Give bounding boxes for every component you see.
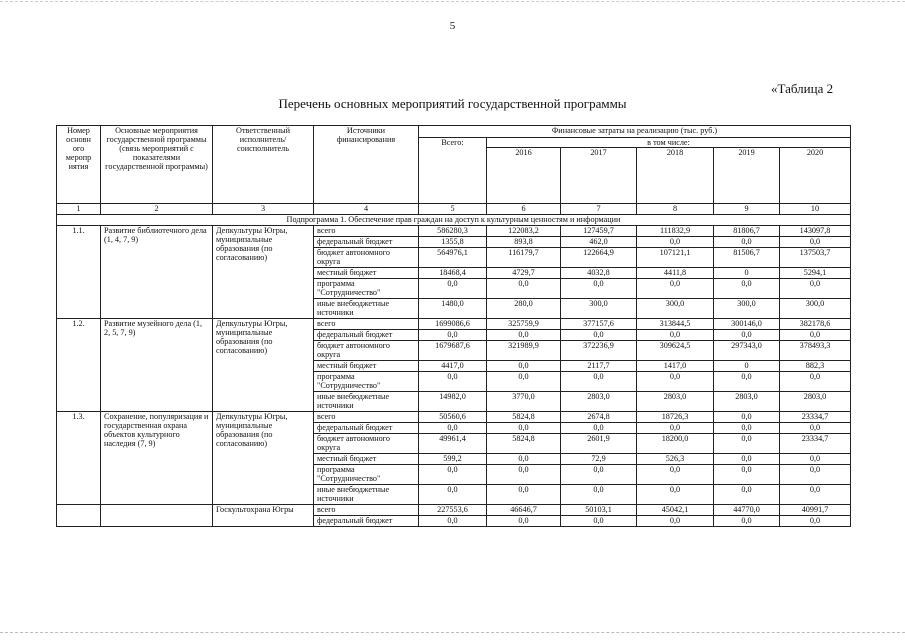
amount-year: 0,0 [487,361,561,372]
amount-year: 116179,7 [487,248,561,268]
amount-year: 0,0 [780,516,851,527]
amount-year: 2117,7 [561,361,637,372]
amount-year: 81506,7 [714,248,780,268]
amount-year: 44770,0 [714,505,780,516]
funding-source: бюджет автономного округа [314,434,419,454]
amount-year: 5824,8 [487,412,561,423]
amount-year: 72,9 [561,454,637,465]
table-label: «Таблица 2 [771,81,834,96]
amount-year: 0,0 [780,454,851,465]
amount-total: 0,0 [419,372,487,392]
amount-year: 0,0 [561,485,637,505]
header-year: 2016 [487,148,561,204]
amount-year: 1417,0 [637,361,714,372]
amount-total: 1679687,6 [419,341,487,361]
amount-year: 0,0 [487,372,561,392]
header-total: Всего: [419,138,487,204]
amount-year: 0,0 [714,423,780,434]
funding-source: программа "Сотрудничество" [314,279,419,299]
amount-year: 0,0 [714,465,780,485]
amount-year: 0,0 [780,372,851,392]
amount-year: 2803,0 [780,392,851,412]
amount-total: 227553,6 [419,505,487,516]
column-number: 9 [714,204,780,215]
funding-source: местный бюджет [314,361,419,372]
amount-total: 0,0 [419,465,487,485]
subprogram-title: Подпрограмма 1. Обеспечение прав граждан на доступ к культурным ценностям и информации [57,215,851,226]
amount-year: 5824,8 [487,434,561,454]
amount-year: 4729,7 [487,268,561,279]
amount-year: 81806,7 [714,226,780,237]
events-table [56,125,851,527]
amount-year: 297343,0 [714,341,780,361]
amount-year: 526,3 [637,454,714,465]
event-name: Развитие музейного дела (1, 2, 5, 7, 9) [101,319,213,412]
event-executor: Госкультохрана Югры [213,505,314,527]
amount-year: 2674,8 [561,412,637,423]
funding-source: бюджет автономного округа [314,341,419,361]
amount-year: 0,0 [561,465,637,485]
table-row [57,505,851,516]
funding-source: всего [314,319,419,330]
amount-year: 0,0 [637,372,714,392]
header-main-events: Основные мероприятия государственной программы (связь мероприятий с показателями государственной программы) [101,126,213,204]
amount-year: 107121,1 [637,248,714,268]
funding-source: всего [314,505,419,516]
amount-total: 0,0 [419,516,487,527]
amount-year: 5294,1 [780,268,851,279]
amount-year: 127459,7 [561,226,637,237]
event-number: 1.1. [57,226,101,319]
event-executor: Депкультуры Югры, муниципальные образования (по согласованию) [213,226,314,319]
header-year: 2018 [637,148,714,204]
amount-year: 111832,9 [637,226,714,237]
table-row [57,412,851,423]
header-including: в том числе: [487,138,851,148]
column-number: 5 [419,204,487,215]
amount-year: 0,0 [561,279,637,299]
column-number: 3 [213,204,314,215]
amount-year: 309624,5 [637,341,714,361]
amount-year: 0,0 [561,423,637,434]
column-number: 1 [57,204,101,215]
amount-year: 0,0 [487,330,561,341]
amount-year: 882,3 [780,361,851,372]
amount-year: 462,0 [561,237,637,248]
amount-year: 0,0 [714,237,780,248]
funding-source: федеральный бюджет [314,423,419,434]
amount-total: 50560,6 [419,412,487,423]
amount-year: 313844,5 [637,319,714,330]
funding-source: программа "Сотрудничество" [314,465,419,485]
page-number: 5 [449,20,456,32]
amount-year: 300,0 [714,299,780,319]
amount-year: 0,0 [780,279,851,299]
column-number: 4 [314,204,419,215]
amount-year: 50103,1 [561,505,637,516]
header-row-1 [57,126,851,138]
amount-year: 2803,0 [714,392,780,412]
amount-year: 325759,9 [487,319,561,330]
amount-year: 321989,9 [487,341,561,361]
funding-source: местный бюджет [314,454,419,465]
amount-year: 4032,8 [561,268,637,279]
amount-year: 122083,2 [487,226,561,237]
amount-total: 599,2 [419,454,487,465]
amount-year: 0,0 [487,465,561,485]
amount-year: 23334,7 [780,412,851,423]
amount-year: 0,0 [487,279,561,299]
amount-year: 0,0 [714,372,780,392]
amount-year: 4411,8 [637,268,714,279]
amount-year: 0,0 [714,516,780,527]
column-number: 2 [101,204,213,215]
column-number: 8 [637,204,714,215]
amount-total: 0,0 [419,279,487,299]
amount-year: 0,0 [714,412,780,423]
event-executor: Депкультуры Югры, муниципальные образования (по согласованию) [213,412,314,505]
amount-total: 0,0 [419,330,487,341]
amount-total: 564976,1 [419,248,487,268]
amount-total: 49961,4 [419,434,487,454]
amount-year: 300,0 [780,299,851,319]
header-executor: Ответственный исполнитель/соисполнитель [213,126,314,204]
amount-year: 0,0 [487,516,561,527]
amount-total: 1699086,6 [419,319,487,330]
funding-source: всего [314,226,419,237]
amount-year: 0,0 [637,237,714,248]
amount-year: 0,0 [637,423,714,434]
amount-year: 0,0 [637,516,714,527]
header-year: 2017 [561,148,637,204]
funding-source: всего [314,412,419,423]
amount-year: 45042,1 [637,505,714,516]
amount-year: 0,0 [637,465,714,485]
amount-year: 137503,7 [780,248,851,268]
table-row [57,319,851,330]
amount-year: 23334,7 [780,434,851,454]
event-number: 1.2. [57,319,101,412]
amount-year: 893,8 [487,237,561,248]
amount-total: 14982,0 [419,392,487,412]
amount-year: 0,0 [637,485,714,505]
funding-source: федеральный бюджет [314,516,419,527]
amount-total: 586280,3 [419,226,487,237]
header-year: 2020 [780,148,851,204]
amount-year: 40991,7 [780,505,851,516]
amount-year: 122664,9 [561,248,637,268]
amount-year: 0,0 [714,279,780,299]
event-number: 1.3. [57,412,101,505]
amount-year: 372236,9 [561,341,637,361]
header-event-number: Номер основн ого меропр иятия [57,126,101,204]
amount-year: 0,0 [561,516,637,527]
amount-year: 300146,0 [714,319,780,330]
funding-source: иные внебюджетные источники [314,392,419,412]
amount-year: 0,0 [714,454,780,465]
subprogram-row [57,215,851,226]
table-row [57,226,851,237]
event-executor: Депкультуры Югры, муниципальные образования (по согласованию) [213,319,314,412]
amount-year: 377157,6 [561,319,637,330]
amount-year: 0,0 [714,485,780,505]
amount-year: 0 [714,268,780,279]
funding-source: иные внебюджетные источники [314,485,419,505]
amount-total: 0,0 [419,423,487,434]
amount-year: 18200,0 [637,434,714,454]
amount-year: 0,0 [780,465,851,485]
amount-year: 0,0 [487,485,561,505]
header-funding-sources: Источники финансирования [314,126,419,204]
amount-year: 143097,8 [780,226,851,237]
amount-year: 0 [714,361,780,372]
amount-year: 0,0 [780,423,851,434]
amount-year: 378493,3 [780,341,851,361]
amount-year: 0,0 [714,330,780,341]
amount-year: 0,0 [561,372,637,392]
funding-source: местный бюджет [314,268,419,279]
amount-year: 2601,9 [561,434,637,454]
funding-source: бюджет автономного округа [314,248,419,268]
amount-year: 2803,0 [637,392,714,412]
header-financial-costs: Финансовые затраты на реализацию (тыс. руб.) [419,126,851,138]
amount-year: 300,0 [637,299,714,319]
event-name [101,505,213,527]
column-number: 6 [487,204,561,215]
amount-year: 0,0 [780,330,851,341]
header-year: 2019 [714,148,780,204]
amount-year: 0,0 [561,330,637,341]
column-number: 10 [780,204,851,215]
amount-year: 18726,3 [637,412,714,423]
event-name: Развитие библиотечного дела (1, 4, 7, 9) [101,226,213,319]
amount-year: 0,0 [714,434,780,454]
amount-year: 0,0 [780,237,851,248]
column-number-row [57,204,851,215]
amount-total: 4417,0 [419,361,487,372]
amount-year: 300,0 [561,299,637,319]
funding-source: федеральный бюджет [314,237,419,248]
document-title: Перечень основных мероприятий государственной программы [278,96,627,111]
amount-total: 18468,4 [419,268,487,279]
amount-year: 0,0 [487,423,561,434]
event-number [57,505,101,527]
amount-total: 1480,0 [419,299,487,319]
column-number: 7 [561,204,637,215]
scan-edge-bottom [0,632,905,635]
amount-year: 382178,6 [780,319,851,330]
amount-total: 0,0 [419,485,487,505]
amount-total: 1355,8 [419,237,487,248]
event-name: Сохранение, популяризация и государственная охрана объектов культурного наследия (7, 9) [101,412,213,505]
amount-year: 0,0 [637,330,714,341]
funding-source: программа "Сотрудничество" [314,372,419,392]
amount-year: 280,0 [487,299,561,319]
amount-year: 0,0 [780,485,851,505]
amount-year: 3770,0 [487,392,561,412]
funding-source: иные внебюджетные источники [314,299,419,319]
amount-year: 46646,7 [487,505,561,516]
scan-edge-top [0,1,905,3]
amount-year: 0,0 [487,454,561,465]
amount-year: 2803,0 [561,392,637,412]
funding-source: федеральный бюджет [314,330,419,341]
amount-year: 0,0 [637,279,714,299]
